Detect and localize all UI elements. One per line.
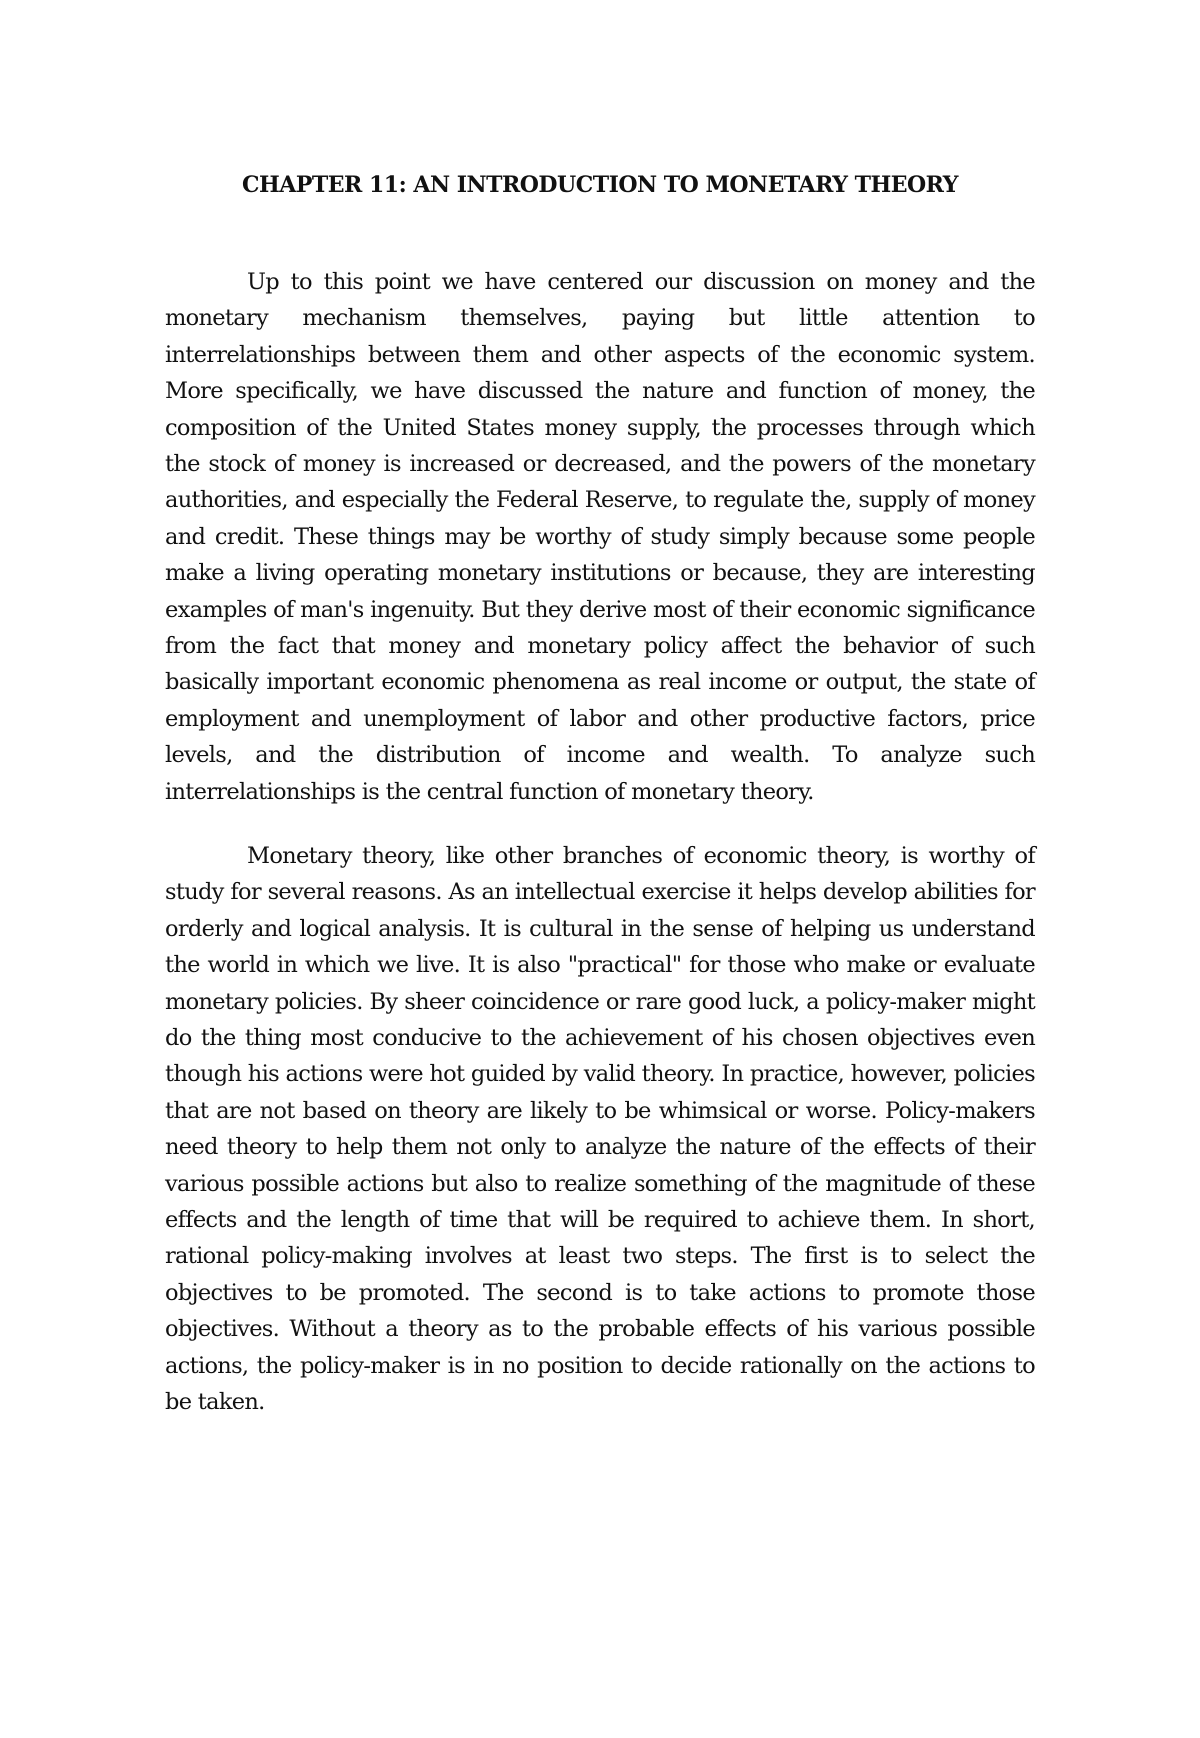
- body-paragraph: Monetary theory, like other branches of economic theory, is worthy of study for several reasons. As an intellectual exercise it helps develop abilities for orderly and logical analysis. It is cultural in the sense of helping us understand the world in which we live. It is also "practical" for those who make or evaluate monetary policies. By sheer coincidence or rare good luck, a policy-maker might do the thing most conducive to the achievement of his chosen objectives even though his actions were hot guided by valid theory. In practice, however, policies that are not based on theory are likely to be whimsical or worse. Policy-makers need theory to help them not only to analyze the nature of the effects of their various possible actions but also to realize something of the magnitude of these effects and the length of time that will be required to achieve them. In short, rational policy-making involves at least two steps. The first is to select the objectives to be promoted. The second is to take actions to promote those objectives. Without a theory as to the probable effects of his various possible actions, the policy-maker is in no position to decide rationally on the actions to be taken.: [165, 843, 1035, 1416]
- body-paragraph: Up to this point we have centered our discussion on money and the monetary mechanism themselves, paying but little attention to interrelationships between them and other aspects of the economic system. More specifically, we have discussed the nature and function of money, the composition of the United States money supply, the processes through which the stock of money is increased or decreased, and the powers of the monetary authorities, and especially the Federal Reserve, to regulate the, supply of money and credit. These things may be worthy of study simply because some people make a living operating monetary institutions or because, they are interesting examples of man's ingenuity. But they derive most of their economic significance from the fact that money and monetary policy affect the behavior of such basically important economic phenomena as real income or output, the state of employment and unemployment of labor and other productive factors, price levels, and the distribution of income and wealth. To analyze such interrelationships is the central function of monetary theory.: [165, 269, 1035, 805]
- chapter-title: CHAPTER 11: AN INTRODUCTION TO MONETARY THEORY: [241, 172, 958, 198]
